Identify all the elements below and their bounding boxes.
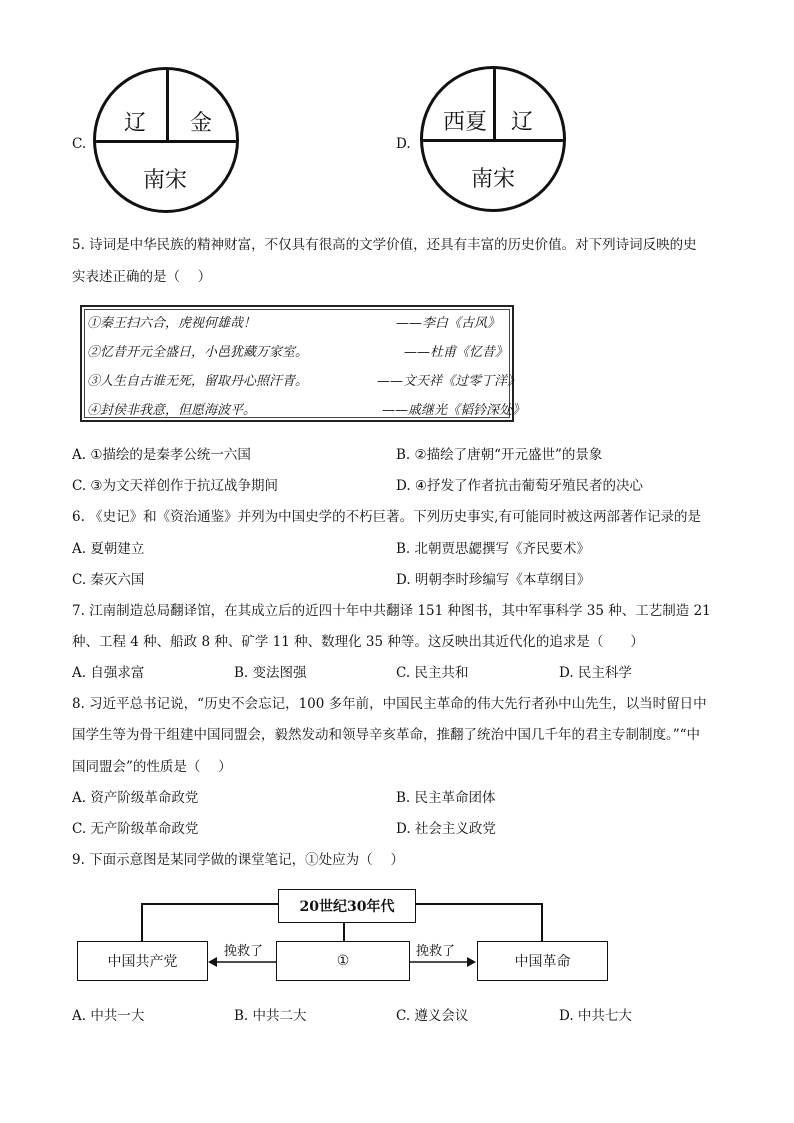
option-d-top-left: 西夏 [443,110,488,135]
q9-option-a: A. 中共一大 [72,1008,145,1024]
q8-option-c: C. 无产阶级革命政党 [72,821,199,837]
q5-option-a: A. ①描绘的是秦孝公统一六国 [72,447,251,463]
poem-4: ④封侯非我意，但愿海波平。 [87,403,257,418]
q7-option-d: D. 民主科学 [559,665,632,681]
q7-stem-line1: 7. 江南制造总局翻译馆，在其成立后的近四十年中共翻译 151 种图书，其中军事科学 35 种、工艺制造 21 [72,603,711,619]
q9-option-c: C. 遵义会议 [396,1008,469,1024]
q9-option-d: D. 中共七大 [559,1008,632,1024]
diagram-center-label: ① [336,953,350,969]
option-d-top-right: 辽 [511,110,534,135]
q8-option-a: A. 资产阶级革命政党 [72,790,199,806]
arrow-right-label: 挽救了 [416,944,456,959]
q5-option-b: B. ②描绘了唐朝“开元盛世”的景象 [396,447,603,463]
q8-stem-line1: 8. 习近平总书记说，“历史不会忘记，100 多年前，中国民主革命的伟大先行者孙中山先生，以当时留日中 [72,696,707,712]
arrow-left-label: 挽救了 [224,944,264,959]
option-d-label: D. [396,136,411,152]
poem-3-author: ——文天祥《过零丁洋》 [377,374,521,389]
option-c-top-right: 金 [190,111,213,136]
poem-3: ③人生自古谁无死，留取丹心照汗青。 [87,374,309,389]
option-c-top-left: 辽 [124,111,147,136]
q8-stem-line2: 国学生等为骨干组建中国同盟会，毅然发动和领导辛亥革命，推翻了统治中国几千年的君主专制制度。”“中 [72,727,701,743]
q5-stem-line2: 实表述正确的是（ ） [72,269,212,285]
poem-1-author: ——李白《古风》 [396,316,501,331]
q6-stem: 6. 《史记》和《资治通鉴》并列为中国史学的不朽巨著。下列历史事实,有可能同时被这两部著作记录的是 [72,509,701,525]
q7-stem-line2: 种、工程 4 种、船政 8 种、矿学 11 种、数理化 35 种等。这反映出其近代化的追求是（ ） [72,634,644,650]
diagram-top-label: 20世纪30年代 [299,899,395,915]
q7-option-b: B. 变法图强 [234,665,307,681]
option-d-bottom: 南宋 [471,167,516,192]
option-c-bottom: 南宋 [143,168,188,193]
poem-2-author: ——杜甫《忆昔》 [404,345,509,360]
q8-option-b: B. 民主革命团体 [396,790,496,806]
arrow-left-head [208,957,217,967]
arrow-right-head [467,957,476,967]
q6-option-b: B. 北朝贾思勰撰写《齐民要术》 [396,541,591,557]
poem-2: ②忆昔开元全盛日，小邑犹藏万家室。 [87,345,309,360]
poem-4-author: ——戚继光《韬钤深处》 [382,403,526,418]
q7-option-a: A. 自强求富 [72,665,145,681]
q6-option-c: C. 秦灭六国 [72,572,145,588]
q5-option-c: C. ③为文天祥创作于抗辽战争期间 [72,478,279,494]
diagram-left-label: 中国共产党 [107,954,178,970]
q8-stem-line3: 国同盟会”的性质是（ ） [72,759,232,775]
diagram-right-label: 中国革命 [514,954,571,970]
q8-option-d: D. 社会主义政党 [396,821,496,837]
q6-option-d: D. 明朝李时珍编写《本草纲目》 [396,572,591,588]
q5-option-d: D. ④抒发了作者抗击葡萄牙殖民者的决心 [396,478,644,494]
q7-option-c: C. 民主共和 [396,665,469,681]
q9-option-b: B. 中共二大 [234,1008,307,1024]
q5-stem-line1: 5. 诗词是中华民族的精神财富，不仅具有很高的文学价值，还具有丰富的历史价值。对下列诗词反映的史 [72,237,697,253]
q9-stem: 9. 下面示意图是某同学做的课堂笔记，①处应为（ ） [72,852,404,868]
poem-1: ①秦王扫六合，虎视何雄哉！ [87,316,257,331]
q6-option-a: A. 夏朝建立 [72,541,145,557]
option-c-label: C. [72,136,87,152]
